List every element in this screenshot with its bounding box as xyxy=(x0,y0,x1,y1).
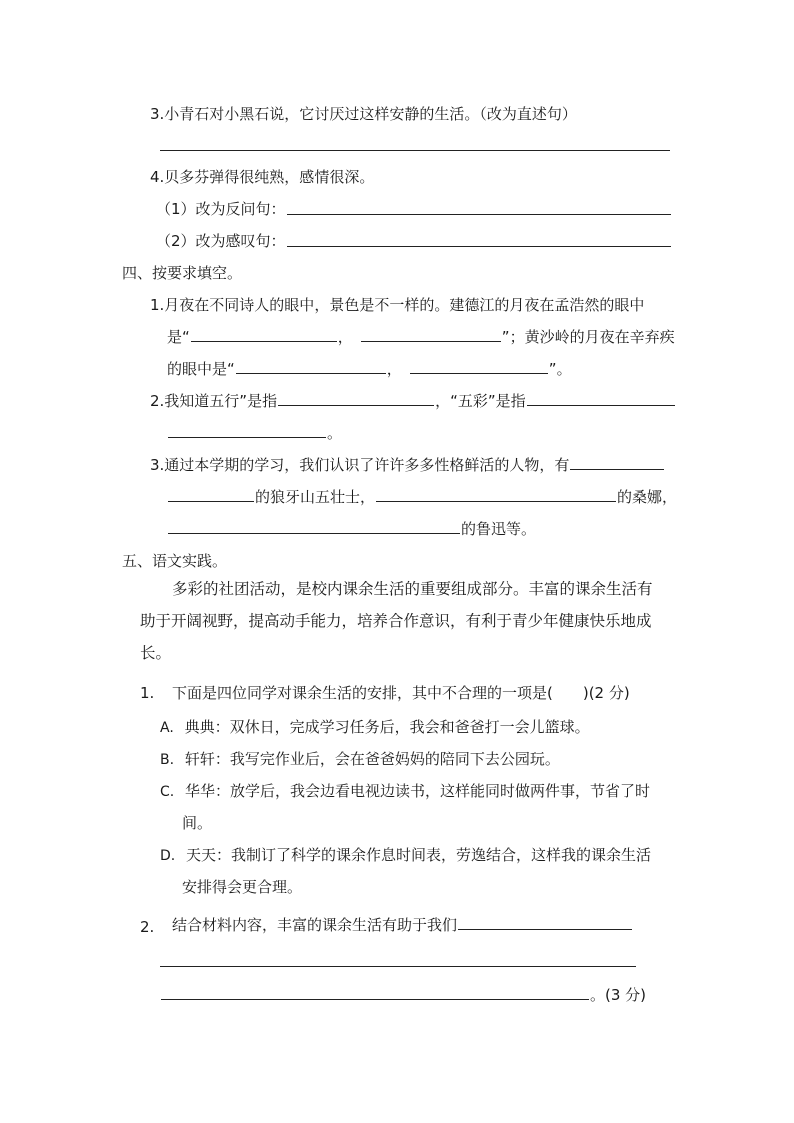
s4-item3-line1 xyxy=(150,454,665,476)
s4-item3-line2 xyxy=(167,486,677,508)
s5-paragraph-line2: 助于开阔视野，提高动手能力，培养合作意识，有利于青少年健康快乐地成 xyxy=(140,612,652,630)
s5-q2-line1 xyxy=(172,914,633,936)
s4-item2-blank-2[interactable] xyxy=(527,390,675,406)
q3-text: 3.小青石对小黑石说，它讨厌过这样安静的生活。（改为直述句） xyxy=(150,105,577,123)
s4-item3-blank-1[interactable] xyxy=(570,454,664,470)
s4-item3-blank-4[interactable] xyxy=(168,518,460,534)
s4-item1-line3 xyxy=(167,358,572,380)
s4-item1-text-d: 的眼中是“ xyxy=(167,360,235,378)
s5-q1-number: 1. xyxy=(140,684,155,702)
s4-item3-blank-3[interactable] xyxy=(376,486,616,502)
section4-title: 四、按要求填空。 xyxy=(122,264,243,282)
s4-item2-text-b: ，“五彩”是指 xyxy=(435,392,526,410)
s4-item2-blank-1[interactable] xyxy=(278,390,434,406)
s4-item1-blank-3[interactable] xyxy=(236,358,386,374)
s4-item3-text-d: 的鲁迅等。 xyxy=(461,520,537,538)
s4-item3-line3 xyxy=(167,518,536,540)
s5-q2-blank-1[interactable] xyxy=(458,914,632,930)
s5-q2-number: 2. xyxy=(140,918,155,936)
s4-item2-end: 。 xyxy=(327,424,343,442)
s5-q2-answer-line-2[interactable] xyxy=(160,966,636,967)
s4-item1-line2 xyxy=(167,326,675,348)
q4-sub1-label: （1）改为反问句： xyxy=(156,200,286,218)
s4-item1-line1: 1.月夜在不同诗人的眼中，景色是不一样的。建德江的月夜在孟浩然的眼中 xyxy=(150,296,645,314)
q3-answer-line[interactable] xyxy=(160,150,670,151)
s4-item3-text-c: 的桑娜， xyxy=(617,488,678,506)
s4-item3-text-b: 的狼牙山五壮士， xyxy=(255,488,376,506)
option-text: 天天：我制订了科学的课余作息时间表，劳逸结合，这样我的课余生活 xyxy=(186,846,652,864)
q4-sub1-answer-line[interactable] xyxy=(287,214,671,215)
s5-option-c[interactable] xyxy=(160,780,650,803)
s5-q1-text: 下面是四位同学对课余生活的安排，其中不合理的一项是( )(2 分) xyxy=(172,684,630,702)
s4-item1-text-e: ， xyxy=(386,360,402,378)
s4-item3-blank-2[interactable] xyxy=(168,486,254,502)
s5-paragraph-line3: 长。 xyxy=(140,644,172,662)
option-text: 典典：双休日，完成学习任务后，我会和爸爸打一会儿篮球。 xyxy=(184,718,590,736)
s4-item2-line2 xyxy=(167,422,342,444)
s5-option-d[interactable] xyxy=(160,844,651,867)
s5-option-c-cont: 间。 xyxy=(182,814,213,832)
q4-sub2-answer-line[interactable] xyxy=(287,246,671,247)
s5-paragraph-line1: 多彩的社团活动，是校内课余生活的重要组成部分。丰富的课余生活有 xyxy=(172,580,653,598)
section5-title: 五、语文实践。 xyxy=(122,552,228,570)
option-letter: C. xyxy=(160,784,175,800)
s4-item2-blank-3[interactable] xyxy=(168,422,326,438)
s4-item1-blank-2[interactable] xyxy=(361,326,501,342)
s4-item3-text-a: 3.通过本学期的学习，我们认识了许许多多性格鲜活的人物，有 xyxy=(150,456,570,474)
s4-item1-text-c: ”；黄沙岭的月夜在辛弃疾 xyxy=(501,328,675,346)
s4-item1-text-f: ”。 xyxy=(548,360,572,378)
s4-item1-blank-1[interactable] xyxy=(191,326,337,342)
s4-item2-text-a: 2.我知道五行”是指 xyxy=(150,392,278,410)
s5-q2-end: 。(3 分) xyxy=(590,986,647,1004)
s4-item2-line1 xyxy=(150,390,676,412)
option-text: 轩轩：我写完作业后，会在爸爸妈妈的陪同下去公园玩。 xyxy=(184,750,560,768)
option-letter: A. xyxy=(160,720,174,736)
s5-q2-blank-3[interactable] xyxy=(161,984,589,1000)
s5-option-b[interactable] xyxy=(160,748,560,771)
option-text: 华华：放学后，我会边看电视边读书，这样能同时做两件事，节省了时 xyxy=(185,782,651,800)
q4-sub2-label: （2）改为感叹句： xyxy=(156,232,286,250)
s4-item1-text-b: ， xyxy=(337,328,353,346)
s4-item1-text-a: 是“ xyxy=(167,328,190,346)
q4-text: 4.贝多芬弹得很纯熟，感情很深。 xyxy=(150,168,375,186)
option-letter: B. xyxy=(160,752,175,768)
option-letter: D. xyxy=(160,848,176,864)
s5-q2-line3 xyxy=(160,984,646,1006)
s5-option-a[interactable] xyxy=(160,716,590,739)
s5-option-d-cont: 安排得会更合理。 xyxy=(182,878,303,896)
s4-item1-blank-4[interactable] xyxy=(410,358,548,374)
s5-q2-text: 结合材料内容，丰富的课余生活有助于我们 xyxy=(172,916,458,934)
